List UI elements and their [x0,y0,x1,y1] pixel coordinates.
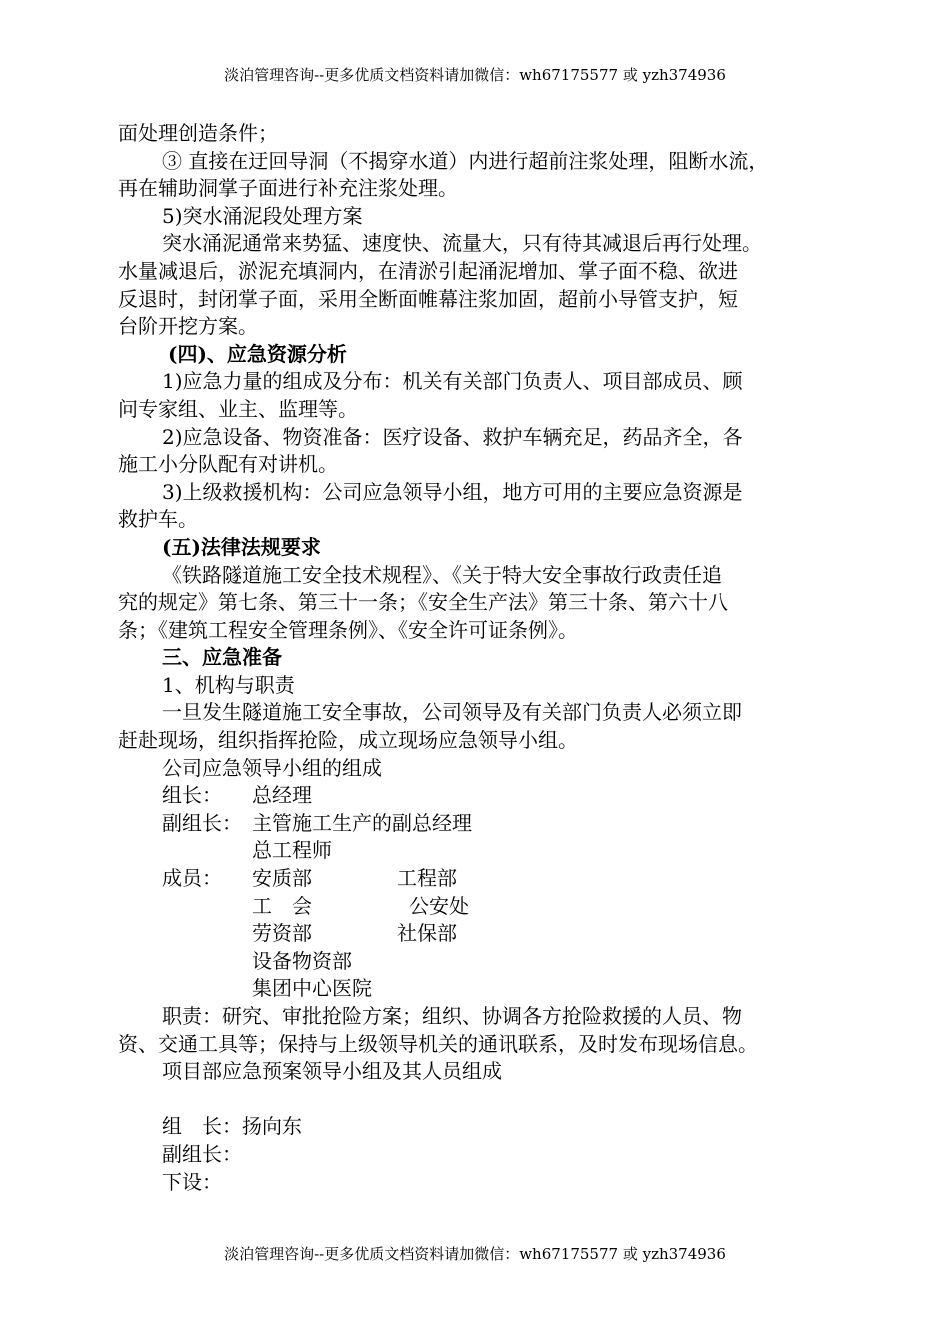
paragraph-line: 2)应急设备、物资准备：医疗设备、救护车辆充足，药品齐全，各 [162,424,743,449]
paragraph-line: 一旦发生隧道施工安全事故，公司领导及有关部门负责人必须立即 [162,700,742,725]
org-member: 设备物资部 [252,948,352,973]
paragraph-line: 公司应急领导小组的组成 [162,755,382,780]
org-member: 安质部 [252,866,312,891]
paragraph-line: 3)上级救援机构：公司应急领导小组，地方可用的主要应急资源是 [162,479,743,504]
org-member: 集团中心医院 [252,976,372,1001]
section-heading: (四)、应急资源分析 [168,341,347,366]
org-member: 公安处 [409,893,469,918]
paragraph-line: 问专家组、业主、监理等。 [118,396,358,421]
org-members-row [118,865,838,893]
org-members-row [118,893,838,921]
section-heading: (五)法律法规要求 [162,534,321,559]
paragraph-line: 施工小分队配有对讲机。 [118,452,338,477]
paragraph-line: 救护车。 [118,507,198,532]
document-body [118,120,838,1196]
paragraph-line: 水量减退后，淤泥充填洞内，在清淤引起涌泥增加、掌子面不稳、欲进 [118,258,738,283]
org-deputy-value: 总工程师 [252,838,332,863]
project-leader-line: 组 长：扬向东 [162,1114,302,1139]
paragraph-line: 《铁路隧道施工安全技术规程》、《关于特大安全事故行政责任追 [162,562,722,587]
org-deputy-label: 副组长： [162,810,242,835]
page-footer: 淡泊管理咨询--更多优质文档资料请加微信：wh67175577 或 yzh374936 [224,1245,726,1263]
org-leader-row [118,782,838,810]
org-deputy-value: 主管施工生产的副总经理 [252,810,472,835]
blank-line [118,1086,838,1114]
subsection-heading: 1、机构与职责 [162,672,295,697]
paragraph-line: 面处理创造条件； [118,121,278,145]
paragraph-line: 职责：研究、审批抢险方案；组织、协调各方抢险救援的人员、物 [162,1004,742,1028]
paragraph-line: 究的规定》第七条、第三十一条；《安全生产法》第三十条、第六十八 [118,590,728,615]
project-deputy-line: 副组长： [162,1141,242,1166]
paragraph-line: 台阶开挖方案。 [118,314,258,339]
paragraph-line: 条；《建筑工程安全管理条例》、《安全许可证条例》。 [118,617,578,642]
paragraph-line: 资、交通工具等；保持与上级领导机关的通讯联系，及时发布现场信息。 [118,1031,758,1056]
org-member: 工程部 [397,866,457,891]
page-header: 淡泊管理咨询--更多优质文档资料请加微信：wh67175577 或 yzh374936 [224,66,726,84]
org-member: 工 会 [252,893,312,918]
paragraph-line: ③ 直接在迂回导洞（不揭穿水道）内进行超前注浆处理，阻断水流， [162,148,769,173]
org-members-label: 成员： [162,866,222,891]
org-member: 社保部 [397,921,457,946]
paragraph-line: 再在辅助洞掌子面进行补充注浆处理。 [118,176,458,201]
paragraph-line: 突水涌泥通常来势猛、速度快、流量大，只有待其减退后再行处理。 [162,231,762,256]
org-deputy-row-2 [118,837,838,865]
org-leader-value: 总经理 [252,783,312,808]
org-member: 劳资部 [252,921,312,946]
org-members-row [118,948,838,976]
subsection-heading: 5)突水涌泥段处理方案 [162,203,363,228]
org-members-row [118,920,838,948]
project-sub-line: 下设： [162,1169,222,1194]
org-members-row [118,975,838,1003]
paragraph-line: 1)应急力量的组成及分布：机关有关部门负责人、项目部成员、顾 [162,369,743,394]
chapter-heading: 三、应急准备 [162,645,282,670]
org-deputy-row [118,810,838,838]
paragraph-line: 反退时，封闭掌子面，采用全断面帷幕注浆加固，超前小导管支护，短 [118,286,738,311]
paragraph-line: 赶赴现场，组织指挥抢险，成立现场应急领导小组。 [118,728,578,753]
org-leader-label: 组长： [162,783,222,808]
paragraph-line: 项目部应急预案领导小组及其人员组成 [162,1059,502,1084]
